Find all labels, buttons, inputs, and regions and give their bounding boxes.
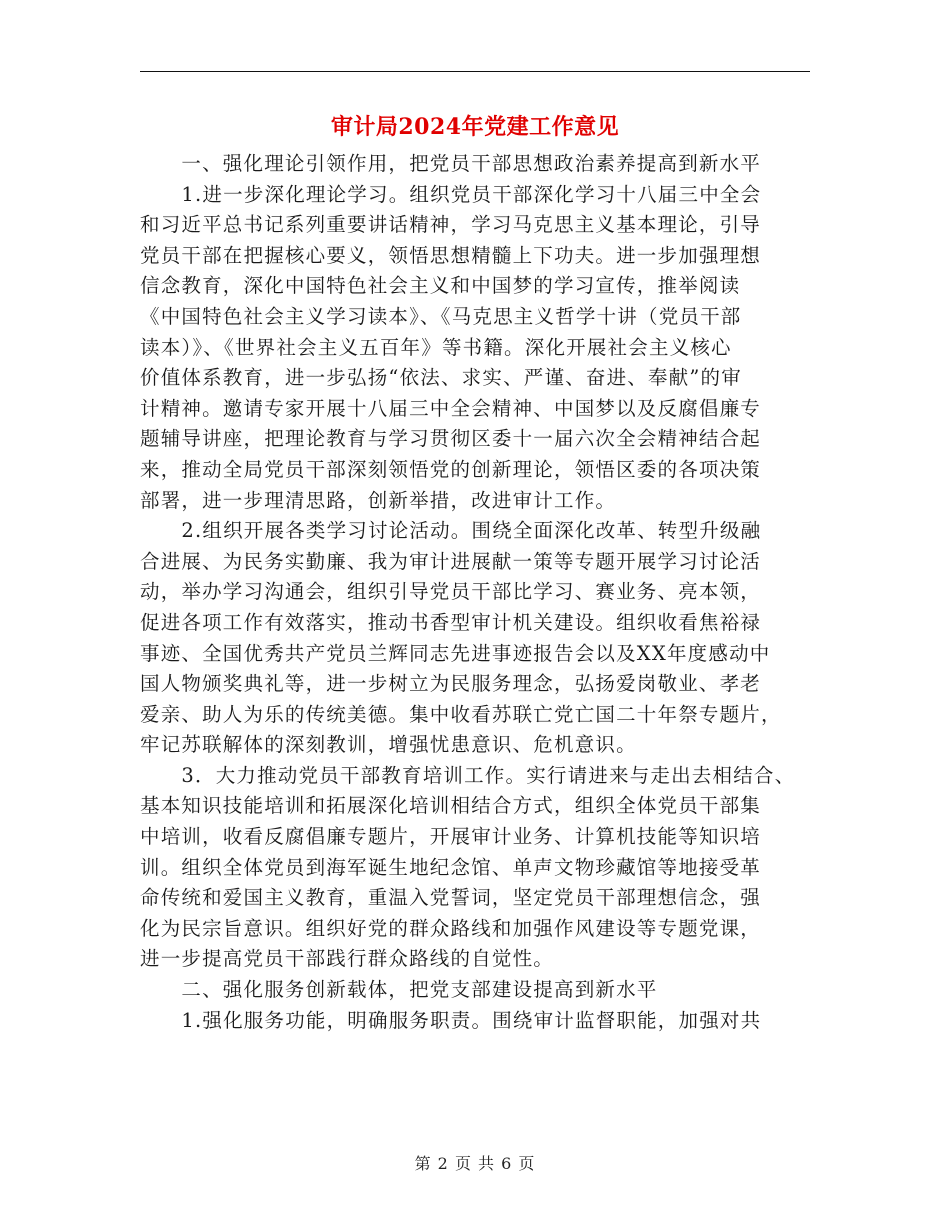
body-line: 训。组织全体党员到海军诞生地纪念馆、单声文物珍藏馆等地接受革 [140, 855, 762, 879]
body-line: 党员干部在把握核心要义，领悟思想精髓上下功夫。进一步加强理想 [140, 243, 762, 267]
body-line: 事迹、全国优秀共产党员兰辉同志先进事迹报告会以及XX年度感动中 [140, 641, 771, 665]
body-line: 基本知识技能培训和拓展深化培训相结合方式，组织全体党员干部集 [140, 794, 762, 818]
body-line: 读本）》、《世界社会主义五百年》等书籍。深化开展社会主义核心 [140, 335, 732, 359]
body-line: 《中国特色社会主义学习读本》、《马克思主义哲学十讲（党员干部 [140, 304, 742, 328]
body-line: 合进展、为民务实勤廉、我为审计进展献一策等专题开展学习讨论活 [140, 549, 762, 573]
body-line: 2.组织开展各类学习讨论活动。围绕全面深化改革、转型升级融 [140, 519, 762, 543]
page-number: 第 2 页 共 6 页 [414, 1154, 536, 1173]
body-line: 来，推动全局党员干部深刻领悟党的创新理论，领悟区委的各项决策 [140, 457, 762, 481]
body-line: 一、强化理论引领作用，把党员干部思想政治素养提高到新水平 [140, 152, 762, 175]
body-line: 进一步提高党员干部践行群众路线的自觉性。 [140, 947, 555, 971]
document-title: 审计局2024年党建工作意见 [330, 114, 620, 140]
body-line: 和习近平总书记系列重要讲话精神，学习马克思主义基本理论，引导 [140, 213, 762, 237]
body-line: 二、强化服务创新载体，把党支部建设提高到新水平 [140, 978, 658, 1002]
body-line: 牢记苏联解体的深刻教训，增强忧患意识、危机意识。 [140, 733, 637, 757]
body-line: 促进各项工作有效落实，推动书香型审计机关建设。组织收看焦裕禄 [140, 610, 762, 634]
body-line: 计精神。邀请专家开展十八届三中全会精神、中国梦以及反腐倡廉专 [140, 396, 762, 420]
body-line: 信念教育，深化中国特色社会主义和中国梦的学习宣传，推举阅读 [140, 274, 741, 298]
header-rule [140, 71, 810, 72]
body-line: 中培训，收看反腐倡廉专题片，开展审计业务、计算机技能等知识培 [140, 825, 762, 849]
body-line: 3．大力推动党员干部教育培训工作。实行请进来与走出去相结合、 [140, 763, 796, 787]
body-line: 动，举办学习沟通会，组织引导党员干部比学习、赛业务、亮本领， [140, 580, 762, 604]
body-line: 命传统和爱国主义教育，重温入党誓词，坚定党员干部理想信念，强 [140, 886, 762, 910]
body-line: 1.进一步深化理论学习。组织党员干部深化学习十八届三中全会 [140, 182, 762, 206]
body-line: 国人物颁奖典礼等，进一步树立为民服务理念，弘扬爱岗敬业、孝老 [140, 672, 762, 696]
body-line: 价值体系教育，进一步弘扬“依法、求实、严谨、奋进、奉献”的审 [140, 366, 742, 390]
body-line: 化为民宗旨意识。组织好党的群众路线和加强作风建设等专题党课， [140, 916, 762, 940]
body-line: 题辅导讲座，把理论教育与学习贯彻区委十一届六次全会精神结合起 [140, 427, 762, 451]
body-line: 部署，进一步理清思路，创新举措，改进审计工作。 [140, 488, 617, 512]
body-line: 爱亲、助人为乐的传统美德。集中收看苏联亡党亡国二十年祭专题片， [140, 702, 782, 726]
body-line: 1.强化服务功能，明确服务职责。围绕审计监督职能，加强对共 [140, 1008, 762, 1032]
document-body [140, 149, 820, 1036]
